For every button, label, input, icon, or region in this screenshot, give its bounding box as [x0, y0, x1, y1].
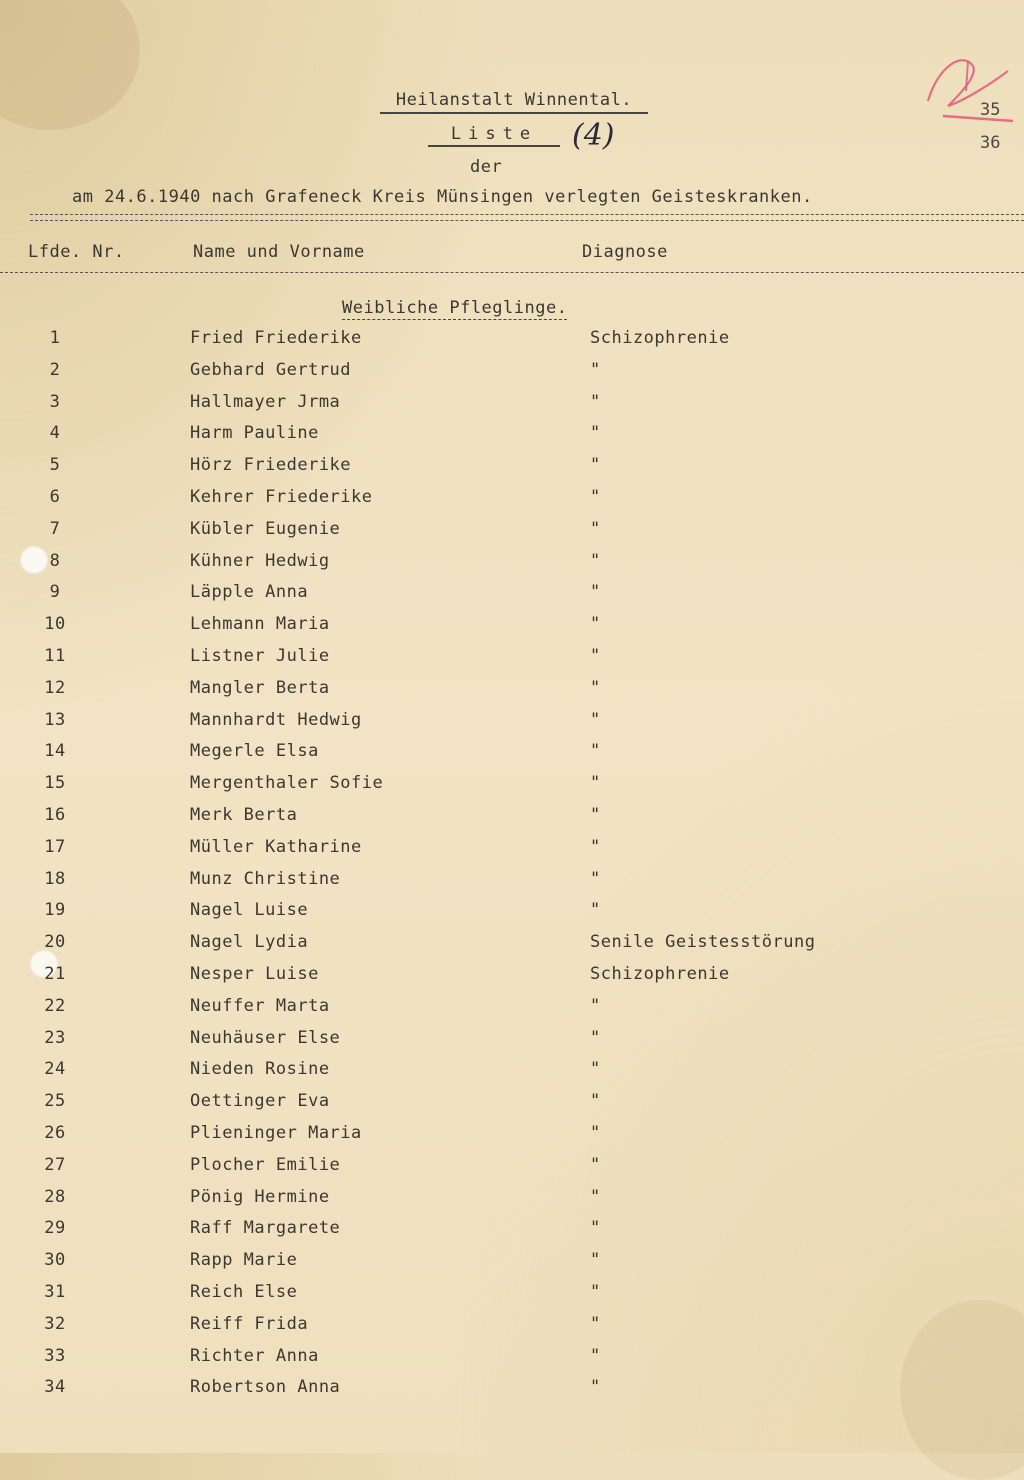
- patient-name: Lehmann Maria: [190, 614, 330, 635]
- connector-word: der: [470, 157, 503, 177]
- patient-name: Nieden Rosine: [190, 1059, 330, 1080]
- row-number: 29: [44, 1218, 66, 1239]
- red-stamp-mark: [918, 46, 1018, 126]
- table-row: [0, 1218, 1024, 1250]
- table-row: [0, 551, 1024, 583]
- patient-name: Nagel Lydia: [190, 932, 309, 953]
- diagnosis: ": [590, 391, 601, 412]
- diagnosis: ": [590, 518, 601, 539]
- table-row: [0, 392, 1024, 424]
- column-header-name: Name und Vorname: [193, 242, 365, 262]
- patient-name: Nesper Luise: [190, 964, 319, 984]
- patient-name: Plieninger Maria: [190, 1123, 362, 1143]
- row-number: 24: [44, 1059, 66, 1080]
- patient-name: Pönig Hermine: [190, 1186, 330, 1207]
- header-rule: [0, 272, 1024, 273]
- row-number: 21: [44, 964, 66, 984]
- row-number: 8: [49, 550, 61, 571]
- diagnosis: ": [590, 1218, 601, 1239]
- table-row: [0, 1028, 1024, 1060]
- diagnosis: ": [590, 1345, 601, 1366]
- margin-number: 35: [980, 100, 1001, 120]
- table-row: [0, 741, 1024, 773]
- list-number-handwritten: (4): [572, 118, 615, 153]
- table-row: [0, 360, 1024, 392]
- patient-name: Kehrer Friederike: [190, 487, 373, 507]
- diagnosis: ": [590, 995, 601, 1016]
- table-row: [0, 996, 1024, 1028]
- table-row: [0, 1155, 1024, 1187]
- diagnosis: ": [590, 868, 601, 889]
- diagnosis: ": [590, 836, 601, 857]
- table-row: [0, 1377, 1024, 1409]
- patient-name: Oettinger Eva: [190, 1091, 330, 1112]
- row-number: 18: [44, 868, 66, 889]
- table-row: [0, 1250, 1024, 1282]
- patient-name: Robertson Anna: [190, 1377, 341, 1398]
- row-number: 3: [49, 391, 61, 412]
- diagnosis: ": [590, 1250, 601, 1271]
- diagnosis: ": [590, 1377, 601, 1398]
- patient-name: Listner Julie: [190, 646, 330, 666]
- institution-title: Heilanstalt Winnental.: [380, 90, 648, 114]
- patient-name: Neuhäuser Else: [190, 1027, 341, 1048]
- diagnosis: ": [590, 582, 601, 603]
- table-row: [0, 869, 1024, 901]
- diagnosis: ": [590, 1091, 601, 1112]
- diagnosis: ": [590, 900, 601, 921]
- table-row: [0, 1282, 1024, 1314]
- diagnosis: Senile Geistesstörung: [590, 932, 816, 953]
- table-row: [0, 964, 1024, 996]
- table-row: [0, 1314, 1024, 1346]
- table-row: [0, 837, 1024, 869]
- patient-name: Mangler Berta: [190, 677, 330, 698]
- row-number: 19: [44, 900, 66, 921]
- row-number: 7: [49, 518, 61, 539]
- patient-name: Neuffer Marta: [190, 995, 330, 1016]
- patient-name: Munz Christine: [190, 868, 341, 889]
- row-number: 31: [44, 1282, 66, 1302]
- diagnosis: ": [590, 773, 601, 794]
- patient-name: Plocher Emilie: [190, 1154, 341, 1175]
- patient-name: Kühner Hedwig: [190, 550, 330, 571]
- row-number: 22: [44, 995, 66, 1016]
- patient-name: Hörz Friederike: [190, 455, 352, 476]
- diagnosis: ": [590, 1154, 601, 1175]
- table-row: [0, 1091, 1024, 1123]
- patient-name: Richter Anna: [190, 1345, 319, 1366]
- diagnosis: ": [590, 614, 601, 635]
- margin-number: 36: [980, 133, 1001, 153]
- table-row: [0, 423, 1024, 455]
- patient-name: Mergenthaler Sofie: [190, 773, 384, 794]
- section-title: Weibliche Pfleglinge.: [342, 298, 568, 318]
- table-row: [0, 614, 1024, 646]
- diagnosis: ": [590, 455, 601, 476]
- patient-name: Läpple Anna: [190, 582, 309, 603]
- row-number: 15: [44, 773, 66, 794]
- row-number: 32: [44, 1313, 66, 1334]
- diagnosis: ": [590, 805, 601, 825]
- table-row: [0, 710, 1024, 742]
- patient-name: Reiff Frida: [190, 1313, 309, 1334]
- patient-name: Mannhardt Hedwig: [190, 709, 362, 730]
- row-number: 25: [44, 1091, 66, 1112]
- column-header-diagnosis: Diagnose: [582, 242, 668, 262]
- diagnosis: ": [590, 1059, 601, 1080]
- row-number: 23: [44, 1027, 66, 1048]
- row-number: 16: [44, 805, 66, 825]
- row-number: 4: [49, 423, 61, 444]
- row-number: 9: [49, 582, 61, 603]
- row-number: 5: [49, 455, 61, 476]
- diagnosis: ": [590, 487, 601, 507]
- table-row: [0, 678, 1024, 710]
- table-row: [0, 1059, 1024, 1091]
- diagnosis: ": [590, 1282, 601, 1302]
- patient-name: Raff Margarete: [190, 1218, 341, 1239]
- diagnosis: ": [590, 550, 601, 571]
- row-number: 26: [44, 1123, 66, 1143]
- stain: [0, 0, 140, 130]
- diagnosis: ": [590, 1186, 601, 1207]
- row-number: 33: [44, 1345, 66, 1366]
- row-number: 13: [44, 709, 66, 730]
- column-header-number: Lfde. Nr.: [28, 242, 125, 262]
- patient-name: Merk Berta: [190, 805, 298, 825]
- list-subtitle: am 24.6.1940 nach Grafeneck Kreis Münsingen verlegten Geisteskranken.: [72, 187, 813, 207]
- table-row: [0, 773, 1024, 805]
- patient-name: Harm Pauline: [190, 423, 319, 444]
- patient-name: Gebhard Gertrud: [190, 359, 352, 380]
- table-row: [0, 487, 1024, 519]
- table-row: [0, 646, 1024, 678]
- patient-name: Reich Else: [190, 1282, 298, 1302]
- row-number: 12: [44, 677, 66, 698]
- diagnosis: ": [590, 646, 601, 666]
- patient-name: Nagel Luise: [190, 900, 309, 921]
- row-number: 6: [49, 487, 61, 507]
- row-number: 30: [44, 1250, 66, 1271]
- diagnosis: ": [590, 709, 601, 730]
- patient-name: Fried Friederike: [190, 328, 362, 348]
- row-number: 27: [44, 1154, 66, 1175]
- patient-name: Rapp Marie: [190, 1250, 298, 1271]
- diagnosis: ": [590, 423, 601, 444]
- table-row: [0, 1187, 1024, 1219]
- row-number: 10: [44, 614, 66, 635]
- diagnosis: ": [590, 359, 601, 380]
- diagnosis: ": [590, 741, 601, 762]
- diagnosis: ": [590, 677, 601, 698]
- table-row: [0, 805, 1024, 837]
- table-row: [0, 582, 1024, 614]
- row-number: 20: [44, 932, 66, 953]
- diagnosis: Schizophrenie: [590, 964, 730, 984]
- row-number: 2: [49, 359, 61, 380]
- double-rule: [30, 214, 1024, 221]
- patient-name: Kübler Eugenie: [190, 518, 341, 539]
- diagnosis: ": [590, 1027, 601, 1048]
- row-number: 17: [44, 836, 66, 857]
- row-number: 28: [44, 1186, 66, 1207]
- table-row: [0, 519, 1024, 551]
- patient-name: Müller Katharine: [190, 836, 362, 857]
- table-row: [0, 328, 1024, 360]
- row-number: 11: [44, 646, 66, 666]
- diagnosis: ": [590, 1313, 601, 1334]
- table-row: [0, 932, 1024, 964]
- row-number: 1: [49, 328, 61, 348]
- list-title: Liste: [428, 124, 560, 147]
- table-row: [0, 455, 1024, 487]
- diagnosis: Schizophrenie: [590, 328, 730, 348]
- table-row: [0, 1123, 1024, 1155]
- patient-name: Megerle Elsa: [190, 741, 319, 762]
- row-number: 34: [44, 1377, 66, 1398]
- diagnosis: ": [590, 1123, 601, 1143]
- row-number: 14: [44, 741, 66, 762]
- table-row: [0, 900, 1024, 932]
- table-row: [0, 1346, 1024, 1378]
- patient-name: Hallmayer Jrma: [190, 391, 341, 412]
